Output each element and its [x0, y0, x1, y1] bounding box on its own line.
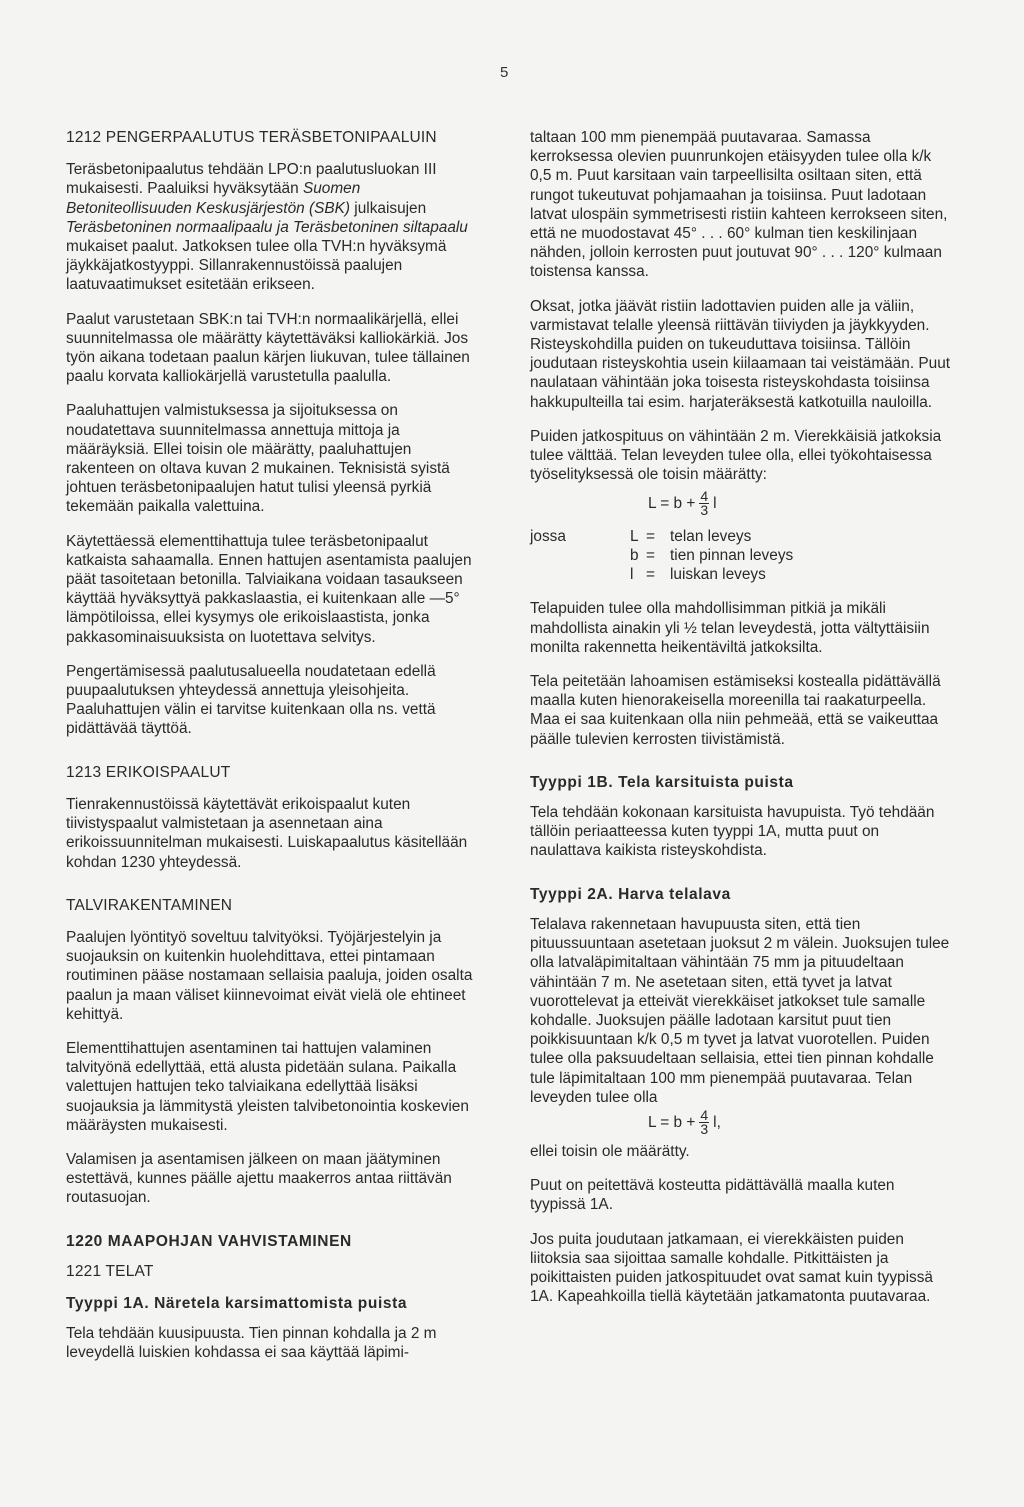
definition-text: telan leveys — [670, 528, 752, 546]
text-run-italic: Suomen Betoniteollisuuden Keskusjärjestön (SBK) — [66, 180, 361, 217]
formula-rhs: l, — [713, 1113, 721, 1131]
definition-equals: = — [646, 547, 655, 565]
type-2a-heading: Tyyppi 2A. Harva telalava — [530, 885, 731, 903]
definition-symbol: l — [630, 566, 634, 584]
paragraph: Telapuiden tulee olla mahdollisimman pitkiä ja mikäli mahdollista ainakin yli ½ telan leveydestä, jotta vältyttäisiin monilta rakennetta heikentäviltä jatkoksilta. — [530, 600, 930, 656]
fraction-numerator: 4 — [700, 1106, 709, 1123]
paragraph: Puiden jatkospituus on vähintään 2 m. Vierekkäisiä jatkoksia tulee välttää. Telan leveyden tulee olla, ellei työkohtaisessa työselityksessä ole toisin määrätty: — [530, 427, 942, 484]
text-run: julkaisujen — [350, 199, 427, 217]
type-1b-heading: Tyyppi 1B. Tela karsituista puista — [530, 773, 794, 791]
paragraph: Telalava rakennetaan havupuusta siten, että tien pituussuuntaan asetetaan juoksut 2 m välein. Juoksujen tulee olla latvaläpimitaltaan vähintään 75 mm ja pituudeltaan vähintään 7 m. Ne asetetaan siten, että tyvet ja latvat vuorottelevat ja etteivät vierekkäiset jatkokset tule samalle kohdalle. Juoksujen päälle ladotaan karsitut puut tien poikkisuuntaan k/k 0,5 m tyvet ja latvat vuorotellen. Puiden tulee olla paksuudeltaan sellaisia, ettei tien pinnan kohdalle tule läpimitaltaan 100 mm pienempää puutavaraa. Telan leveyden tulee olla — [530, 915, 950, 1106]
formula-telan-leveys — [530, 490, 954, 517]
section-1213-heading: 1213 ERIKOISPAALUT — [66, 763, 231, 781]
definition-symbol: L — [630, 528, 639, 546]
formula-telan-leveys-2a — [530, 1106, 954, 1137]
paragraph: Oksat, jotka jäävät ristiin ladottavien puiden alle ja väliin, varmistavat telalle yleensä riittävän tiiviyden ja jäykkyyden. Risteyskohdilla puiden on tukeuduttava toisiinsa. Tällöin joudutaan risteyskohtia usein kiilaamaan tai veistämään. Puut naulataan vähintään joka toisesta risteyskohdasta toisiinsa hakkupulteilla tai esim. harjateräksestä katkotuilla nauloilla. — [530, 297, 951, 411]
definition-row — [530, 546, 793, 565]
paragraph: Pengertämisessä paalutusalueella noudatetaan edellä puupaalutuksen yhteydessä annettuja yleisohjeita. Paaluhattujen välin ei tarvitse kuitenkaan olla ns. vettä pidättävää täyttöä. — [66, 662, 436, 738]
paragraph: taltaan 100 mm pienempää puutavaraa. Samassa kerroksessa olevien puunrunkojen etäisyyden tulee olla k/k 0,5 m. Puut karsitaan vain tarpeellisilta osiltaan siten, että rungot tukeutuvat pohjamaahan ja toisiinsa. Puut ladotaan latvat ulospäin symmetrisesti ristiin kahteen kerrokseen siten, että ne muodostavat 45° . . . 60° kulman tien keskilinjaan nähden, jolloin kerrosten puut joutuvat 90° . . . 120° kulmaan toistensa kanssa. — [530, 129, 948, 281]
winter-construction-heading: TALVIRAKENTAMINEN — [66, 896, 233, 914]
section-1212-heading: 1212 PENGERPAALUTUS TERÄSBETONIPAALUIN — [66, 129, 437, 146]
paragraph: Paalut varustetaan SBK:n tai TVH:n normaalikärjellä, ellei suunnitelmassa ole määrätty käytettäväksi kalliokärkiä. Jos työn aikana todetaan paalun kärjen liukuvan, tulee tällainen paalu korvata kalliokärjellä varustetulla paalulla. — [66, 310, 470, 386]
fraction-denominator: 3 — [700, 1120, 709, 1137]
paragraph: Puut on peitettävä kosteutta pidättävällä maalla kuten tyypissä 1A. — [530, 1177, 895, 1214]
paragraph: Jos puita joudutaan jatkamaan, ei vierekkäisten puiden liitoksia saa sijoittaa samalle kohdalle. Pitkittäisten ja poikittaisten puiden jatkospituudet ovat samat kuin tyypissä 1A. Kapeahkoilla tiellä käytetään jatkamatonta puutavaraa. — [530, 1230, 933, 1306]
paragraph: Elementtihattujen asentaminen tai hattujen valaminen talvityönä edellyttää, että alusta pidetään sulana. Paikalla valettujen hattujen teko talviaikana edellyttää lisäksi suojauksia ja lämmitystä yleisten talvibetonointia koskevien määräysten mukaisesti. — [66, 1039, 469, 1134]
paragraph: Käytettäessä elementtihattuja tulee teräsbetonipaalut katkaista sahaamalla. Ennen hattujen asentamista paalujen päät tasoitetaan betonilla. Talviaikana voidaan tasaukseen käyttää hyväksyttyä pakkaslaastia, ei kuitenkaan alle —5° lämpötiloissa, ellei kysymys ole erikoislaastista, jonka pakkasominaisuuksista on luotettava selvitys. — [66, 532, 472, 646]
definition-row — [530, 565, 793, 584]
paragraph: Valamisen ja asentamisen jälkeen on maan jäätyminen estettävä, kunnes päälle ajettu maakerros antaa riittävän routasuojan. — [66, 1150, 452, 1207]
definition-row — [530, 527, 793, 546]
left-column — [66, 128, 484, 1378]
variable-definitions — [530, 527, 793, 584]
definition-equals: = — [646, 528, 655, 546]
formula-lhs: L = b + — [648, 495, 696, 513]
fraction — [699, 1106, 709, 1137]
type-1a-heading: Tyyppi 1A. Näretela karsimattomista puista — [66, 1294, 408, 1312]
where-label: jossa — [530, 528, 566, 546]
section-1220-heading: 1220 MAAPOHJAN VAHVISTAMINEN — [66, 1232, 352, 1250]
right-column — [530, 128, 954, 1321]
section-1221-heading: 1221 TELAT — [66, 1262, 154, 1280]
fraction — [699, 490, 709, 517]
definition-symbol: b — [630, 547, 639, 565]
paragraph: Paalujen lyöntityö soveltuu talvityöksi. Työjärjestelyin ja suojauksin on kuitenkin huolehdittava, ettei pintamaan routiminen pääse nostamaan sellaisia paaluja, joiden osalta paalun ja maan väliset kiinnevoimat eivät vielä ole ehtineet kehittyä. — [66, 928, 473, 1023]
text-run: Teräsbetonipaalutus tehdään LPO:n paalutusluokan III mukaisesti. Paaluiksi hyväksytään — [66, 161, 437, 198]
fraction-denominator: 3 — [700, 502, 709, 519]
text-run-italic: Teräsbetoninen normaalipaalu ja Teräsbetoninen siltapaalu — [66, 218, 468, 236]
page-number: 5 — [500, 64, 509, 81]
paragraph: Tienrakennustöissä käytettävät erikoispaalut kuten tiivistyspaalut valmistetaan ja asennetaan aina erikoissuunnitelman mukaisesti. Luiskapaalutus käsitellään kohdan 1230 yhteydessä. — [66, 795, 468, 871]
paragraph: Tela peitetään lahoamisen estämiseksi kostealla pidättävällä maalla kuten hienorakeisella moreenilla tai raakaturpeella. Maa ei saa kuitenkaan olla niin pehmeää, että se vaikeuttaa päälle tulevien kerrosten tiivistämistä. — [530, 673, 941, 748]
definition-text: tien pinnan leveys — [670, 547, 794, 565]
definition-text: luiskan leveys — [670, 566, 766, 584]
definition-equals: = — [646, 566, 655, 584]
formula-rhs: l — [713, 495, 717, 513]
paragraph — [66, 160, 484, 294]
paragraph: Paaluhattujen valmistuksessa ja sijoituksessa on noudatettava suunnitelmassa annettuja mittoja ja määräyksiä. Ellei toisin ole määrätty, paaluhattujen rakenteen on oltava kuvan 2 mukainen. Teknisistä syistä johtuen teräsbetonipaalujen hatut tulisi yleensä pyrkiä tekemään paikalla valettuina. — [66, 402, 450, 516]
paragraph: ellei toisin ole määrätty. — [530, 1142, 690, 1160]
formula-lhs: L = b + — [648, 1113, 696, 1131]
fraction-numerator: 4 — [700, 488, 709, 505]
text-run: mukaiset paalut. Jatkoksen tulee olla TVH:n hyväksymä jäykkäjatkostyyppi. Sillanrakennustöissä paalujen laatuvaatimukset esitetään erikseen. — [66, 238, 447, 294]
paragraph: Tela tehdään kuusipuusta. Tien pinnan kohdalla ja 2 m leveydellä luiskien kohdassa ei saa käyttää läpimi- — [66, 1325, 437, 1362]
paragraph: Tela tehdään kokonaan karsituista havupuista. Työ tehdään tällöin periaatteessa kuten tyyppi 1A, mutta puut on naulattava kaikista risteyskohdista. — [530, 804, 935, 860]
